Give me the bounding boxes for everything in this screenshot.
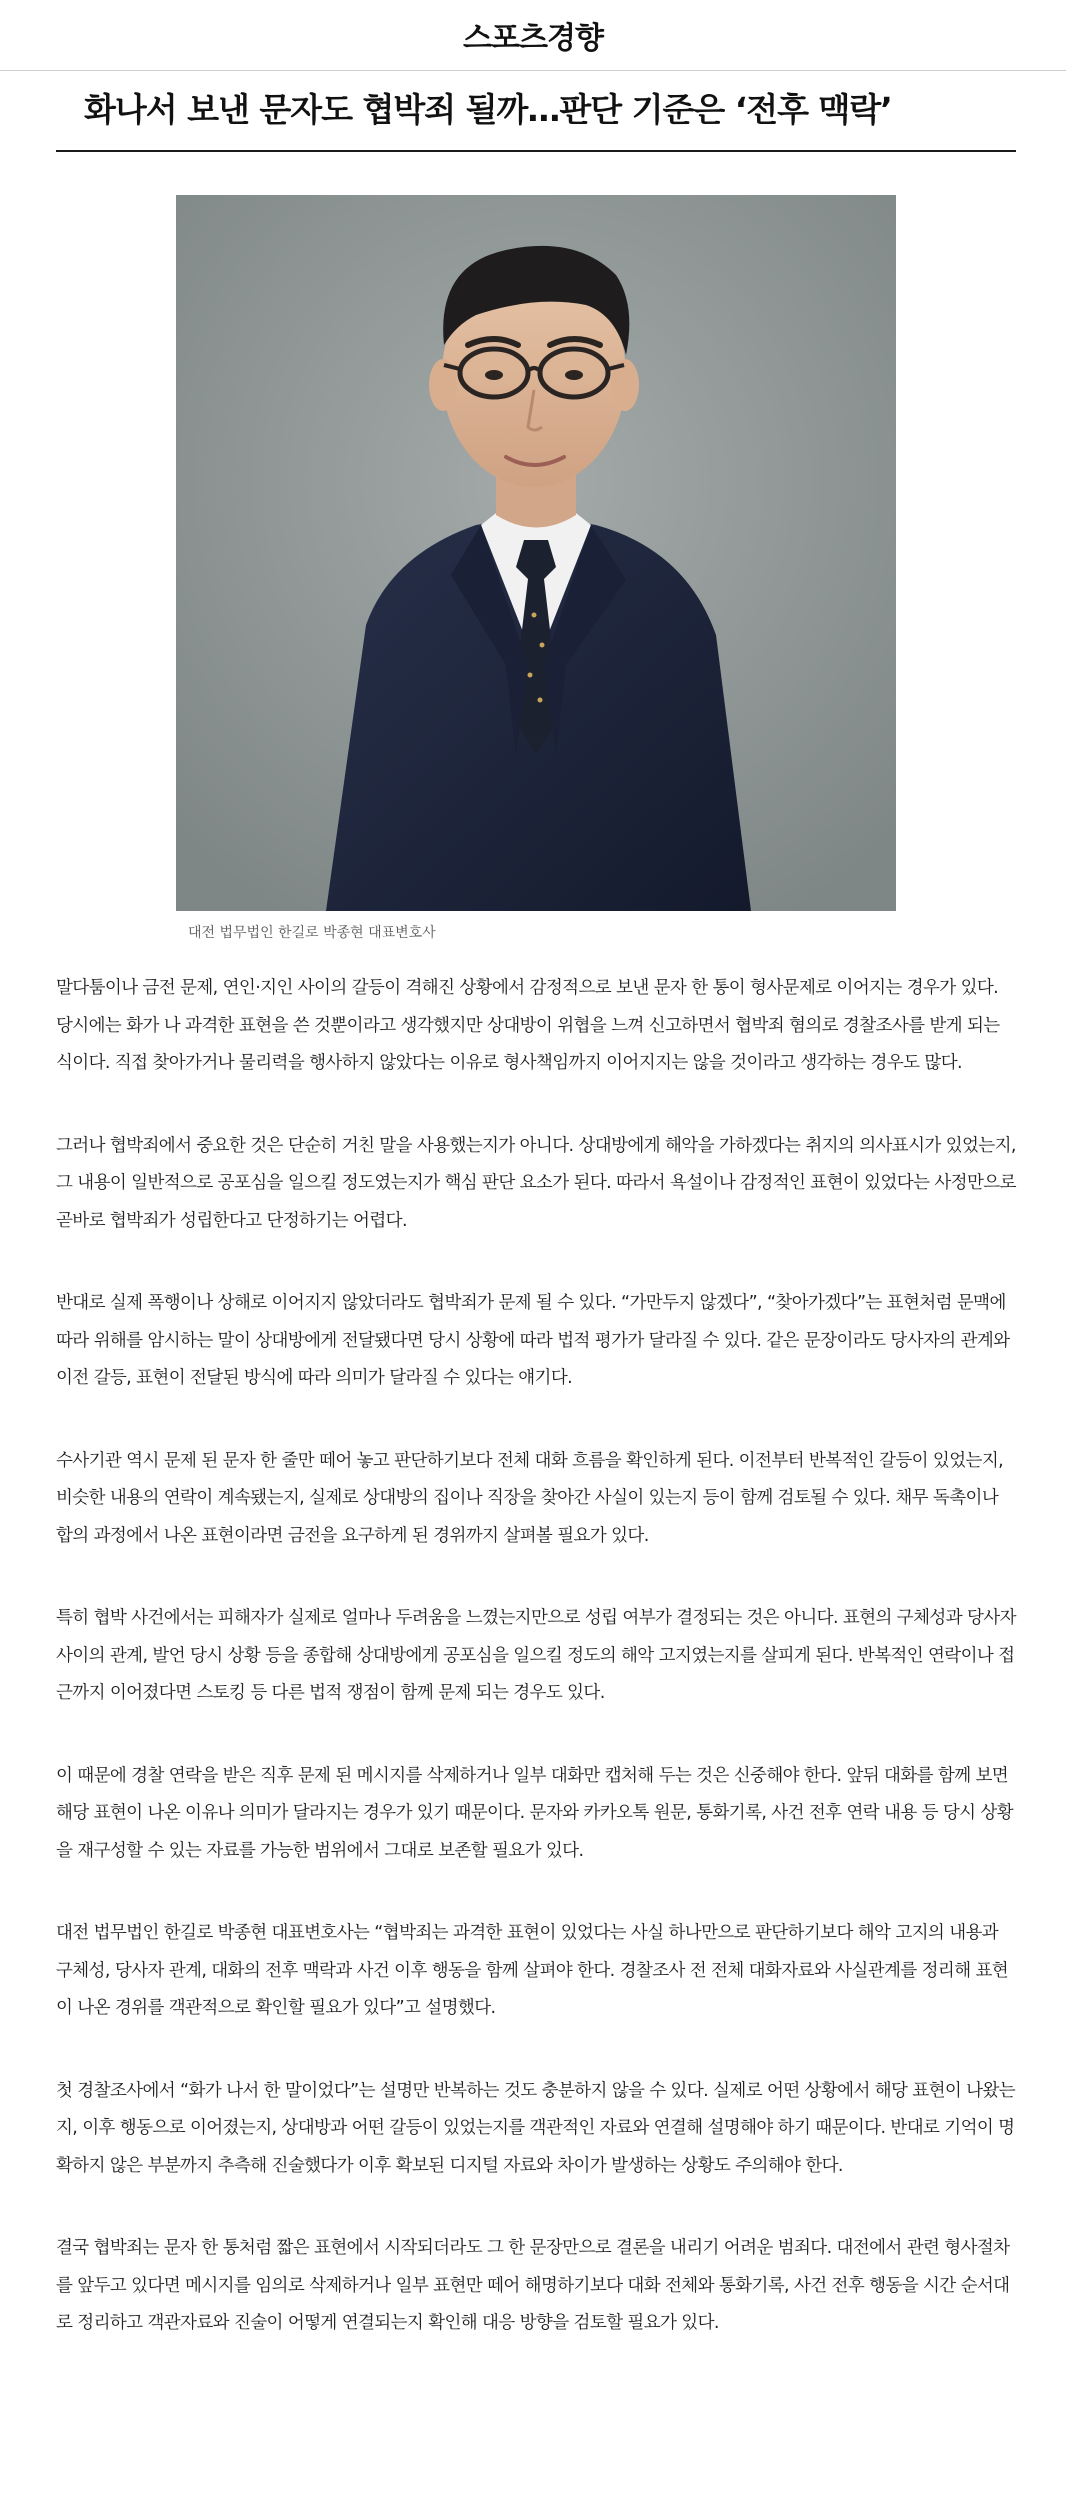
article-paragraph: 대전 법무법인 한길로 박종현 대표변호사는 “협박죄는 과격한 표현이 있었다는 사실 하나만으로 판단하기보다 해악 고지의 내용과 구체성, 당사자 관계, 대화의 전후 맥락과 사건 이후 행동을 함께 살펴야 한다. 경찰조사 전 전체 대화자료와 사실관계를 정리해 표현이 나온 경위를 객관적으로 확인할 필요가 있다”고 설명했다.: [56, 1923, 1009, 2018]
lawyer-portrait-photo: [176, 195, 896, 911]
headline-block: [56, 88, 1016, 152]
article-paragraph: 이 때문에 경찰 연락을 받은 직후 문제 된 메시지를 삭제하거나 일부 대화만 캡처해 두는 것은 신중해야 한다. 앞뒤 대화를 함께 보면 해당 표현이 나온 이유나 의미가 달라지는 경우가 있기 때문이다. 문자와 카카오톡 원문, 통화기록, 사건 전후 연락 내용 등 당시 상황을 재구성할 수 있는 자료를 가능한 범위에서 그대로 보존할 필요가 있다.: [56, 1765, 1014, 1861]
article-paragraph: 첫 경찰조사에서 “화가 나서 한 말이었다”는 설명만 반복하는 것도 충분하지 않을 수 있다. 실제로 어떤 상황에서 해당 표현이 나왔는지, 이후 행동으로 이어졌는지, 상대방과 어떤 갈등이 있었는지를 객관적인 자료와 연결해 설명해야 하기 때문이다. 반대로 기억이 명확하지 않은 부분까지 추측해 진술했다가 이후 확보된 디지털 자료와 차이가 발생하는 상황도 주의해야 한다.: [56, 2080, 1016, 2176]
article-paragraph: 그러나 협박죄에서 중요한 것은 단순히 거친 말을 사용했는지가 아니다. 상대방에게 해악을 가하겠다는 취지의 의사표시가 있었는지, 그 내용이 일반적으로 공포심을 일으킬 정도였는지가 핵심 판단 요소가 된다. 따라서 욕설이나 감정적인 표현이 있었다는 사정만으로 곧바로 협박죄가 성립한다고 단정하기는 어렵다.: [56, 1135, 1016, 1231]
article-paragraph: 수사기관 역시 문제 된 문자 한 줄만 떼어 놓고 판단하기보다 전체 대화 흐름을 확인하게 된다. 이전부터 반복적인 갈등이 있었는지, 비슷한 내용의 연락이 계속됐는지, 실제로 상대방의 집이나 직장을 찾아간 사실이 있는지 등이 함께 검토될 수 있다. 채무 독촉이나 합의 과정에서 나온 표현이라면 금전을 요구하게 된 경위까지 살펴볼 필요가 있다.: [56, 1450, 1004, 1546]
article-paragraph: 특히 협박 사건에서는 피해자가 실제로 얼마나 두려움을 느꼈는지만으로 성립 여부가 결정되는 것은 아니다. 표현의 구체성과 당사자 사이의 관계, 발언 당시 상황 등을 종합해 상대방에게 공포심을 일으킬 정도의 해악 고지였는지를 살피게 된다. 반복적인 연락이나 접근까지 이어졌다면 스토킹 등 다른 법적 쟁점이 함께 문제 되는 경우도 있다.: [56, 1608, 1016, 1703]
photo-caption: 대전 법무법인 한길로 박종현 대표변호사: [188, 925, 436, 941]
site-logo[interactable]: 스포츠경향: [463, 21, 603, 56]
portrait-illustration: [176, 195, 896, 911]
masthead: [0, 0, 1066, 71]
article-title: 화나서 보낸 문자도 협박죄 될까…판단 기준은 ‘전후 맥락’: [84, 90, 892, 129]
article-paragraph: 결국 협박죄는 문자 한 통처럼 짧은 표현에서 시작되더라도 그 한 문장만으로 결론을 내리기 어려운 범죄다. 대전에서 관련 형사절차를 앞두고 있다면 메시지를 임의로 삭제하거나 일부 표현만 떼어 해명하기보다 대화 전체와 통화기록, 사건 전후 행동을 시간 순서대로 정리하고 객관자료와 진술이 어떻게 연결되는지 확인해 대응 방향을 검토할 필요가 있다.: [56, 2238, 1010, 2333]
article-body: [56, 970, 1016, 2388]
article-paragraph: 말다툼이나 금전 문제, 연인·지인 사이의 갈등이 격해진 상황에서 감정적으로 보낸 문자 한 통이 형사문제로 이어지는 경우가 있다. 당시에는 화가 나 과격한 표현을 쓴 것뿐이라고 생각했지만 상대방이 위협을 느껴 신고하면서 협박죄 혐의로 경찰조사를 받게 되는 식이다. 직접 찾아가거나 물리력을 행사하지 않았다는 이유로 형사책임까지 이어지지는 않을 것이라고 생각하는 경우도 많다.: [56, 978, 1000, 1073]
article-paragraph: 반대로 실제 폭행이나 상해로 이어지지 않았더라도 협박죄가 문제 될 수 있다. “가만두지 않겠다”, “찾아가겠다”는 표현처럼 문맥에 따라 위해를 암시하는 말이 상대방에게 전달됐다면 당시 상황에 따라 법적 평가가 달라질 수 있다. 같은 문장이라도 당사자의 관계와 이전 갈등, 표현이 전달된 방식에 따라 의미가 달라질 수 있다는 얘기다.: [56, 1293, 1010, 1388]
